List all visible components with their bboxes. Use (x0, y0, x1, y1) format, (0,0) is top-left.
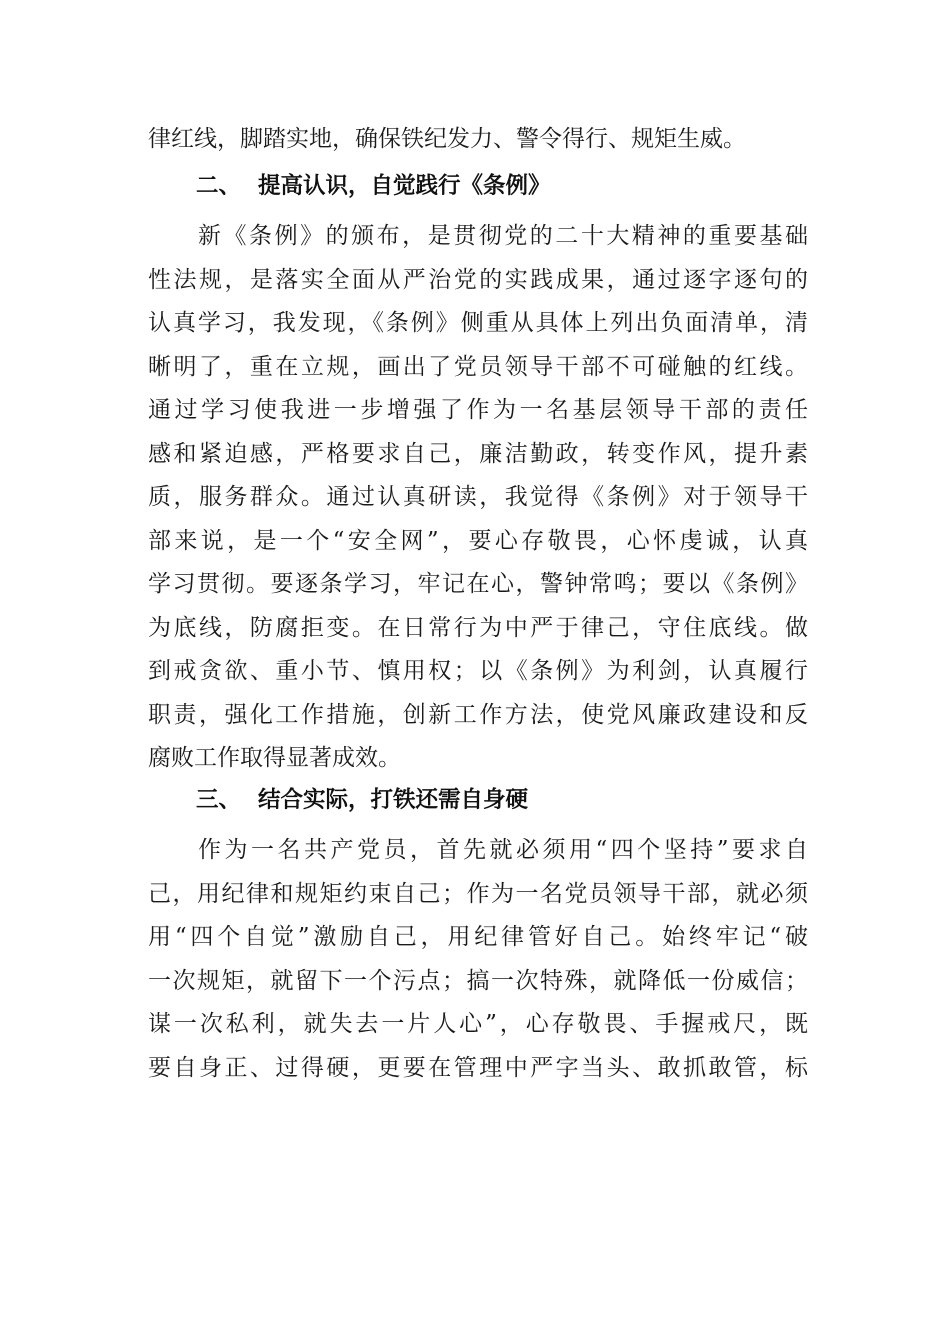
section-title: 结合实际，打铁还需自身硬 (258, 787, 529, 813)
section-3-paragraph (148, 829, 808, 1090)
section-heading-2 (196, 166, 551, 206)
paragraph-line: 到戒贪欲、重小节、慎用权；以《条例》为利剑，认真履行 (148, 658, 808, 684)
section-2-paragraph (148, 215, 808, 781)
paragraph-line: 要自身正、过得硬，更要在管理中严字当头、敢抓敢管，标 (148, 1054, 808, 1081)
paragraph-line: 腐败工作取得显著成效。 (148, 745, 401, 771)
paragraph-line: 认真学习，我发现，《条例》侧重从具体上列出负面清单，清 (148, 310, 808, 336)
paragraph-line: 质，服务群众。通过认真研读，我觉得《条例》对于领导干 (148, 484, 808, 510)
paragraph-line: 己，用纪律和规矩约束自己；作为一名党员领导干部，就必须 (148, 880, 808, 907)
paragraph-line: 性法规，是落实全面从严治党的实践成果，通过逐字逐句的 (148, 266, 808, 293)
paragraph-line: 感和紧迫感，严格要求自己，廉洁勤政，转变作风，提升素 (148, 440, 808, 467)
paragraph-line: 为底线，防腐拒变。在日常行为中严于律己，守住底线。做 (148, 614, 808, 641)
paragraph-line: 学习贯彻。要逐条学习，牢记在心，警钟常鸣；要以《条例》 (148, 571, 808, 597)
section-heading-3 (196, 780, 528, 820)
paragraph-line: 晰明了，重在立规，画出了党员领导干部不可碰触的红线。 (148, 353, 808, 380)
continuation-paragraph (148, 118, 808, 162)
paragraph-line: 用“四个自觉”激励自己，用纪律管好自己。始终牢记“破 (148, 924, 808, 950)
paragraph-line: 新《条例》的颁布，是贯彻党的二十大精神的重要基础 (198, 223, 808, 249)
paragraph-line: 职责，强化工作措施，创新工作方法，使党风廉政建设和反 (148, 701, 808, 728)
section-number: 三、 (196, 787, 242, 813)
paragraph-line: 通过学习使我进一步增强了作为一名基层领导干部的责任 (148, 397, 808, 423)
paragraph-line: 作为一名共产党员，首先就必须用“四个坚持”要求自 (198, 837, 808, 863)
paragraph-line: 律红线，脚踏实地，确保铁纪发力、警令得行、规矩生威。 (148, 126, 746, 152)
section-title: 提高认识，自觉践行《条例》 (258, 173, 551, 199)
paragraph-line: 谋一次私利，就失去一片人心”，心存敬畏、手握戒尺，既 (148, 1011, 808, 1037)
paragraph-line: 部来说，是一个“安全网”，要心存敬畏，心怀虔诚，认真 (148, 527, 808, 554)
section-number: 二、 (196, 173, 242, 199)
paragraph-line: 一次规矩，就留下一个污点；搞一次特殊，就降低一份威信； (148, 967, 808, 994)
